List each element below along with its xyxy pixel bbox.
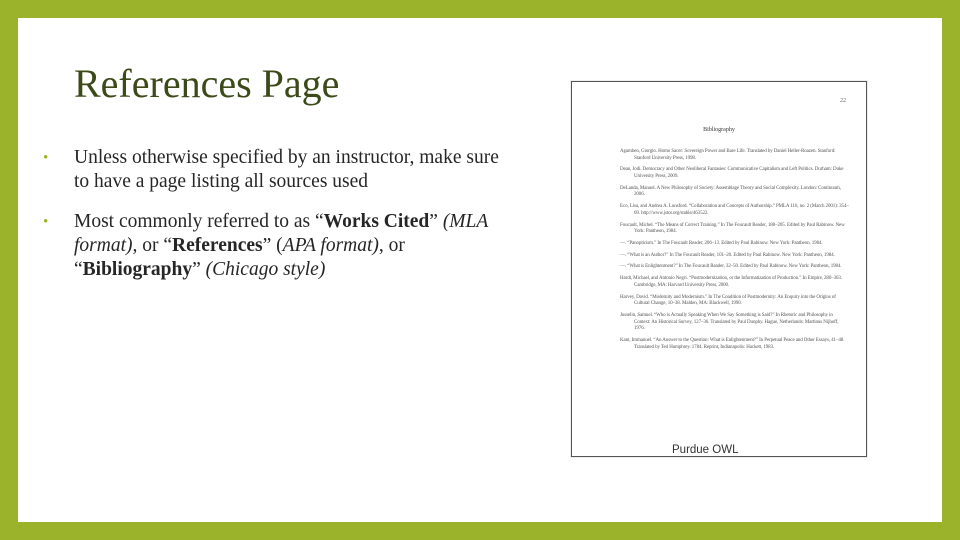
text-run: to have a page listing all sources used: [74, 171, 369, 192]
image-credit: Purdue OWL: [672, 444, 739, 456]
bibliography-entry: DeLanda, Manuel. A New Philosophy of Society: Assemblage Theory and Social Complexity. London: Continuum, 2006.: [620, 185, 841, 198]
bibliography-entry: Eco, Lisa, and Andrea A. Lunsford. “Collaboration and Concepts of Authorship.” PMLA 116, no. 2 (March 2001): 354–69. http://www.jstor.org/stable/463522.: [620, 204, 849, 216]
bibliography-entry: Jusselin, Samuel. “Who is Actually Speaking When We Say Something is Said?” In Rhetoric and Philosophy in Context: An Historical Survey, 127–36. Translated by Paul Dunphy. Hague, Netherlands: Martinus Nijhoff, 1976.: [620, 312, 839, 332]
text-run: or “: [137, 235, 173, 256]
text-run: ” (: [262, 235, 283, 256]
bullet-list: [30, 146, 540, 298]
slide: [18, 18, 942, 522]
page-number: 22: [840, 98, 846, 104]
bullet-dot: •: [43, 214, 49, 230]
text-run: ”: [429, 211, 443, 232]
bold-term: Works Cited: [323, 211, 430, 232]
text-run: ”: [192, 259, 206, 280]
slide-title: References Page: [74, 61, 340, 106]
bullet-line: [74, 234, 540, 258]
bibliography-entry: Hardt, Michael, and Antonio Negri. “Postmodernization, or the Informatization of Production.” In Empire, 280–303. Cambridge, MA: Harvard University Press, 2000.: [620, 276, 842, 288]
bibliography-entry: Kant, Immanuel. “An Answer to the Question: What is Enlightenment?” In Perpetual Peace and Other Essays, 41–48. Translated by Ted Humphrey. 1784. Reprint, Indianapolis: Hackett, 1983.: [620, 337, 845, 350]
bold-term: Bibliography: [82, 259, 193, 280]
italic-text: APA format): [282, 235, 379, 256]
bold-term: References: [172, 235, 263, 256]
bullet-line: [74, 210, 540, 234]
bibliography-entry: —. “Panopticism.” In The Foucault Reader, 206–13. Edited by Paul Rabinow. New York: Pantheon, 1984.: [620, 240, 823, 246]
bibliography-entry: Agamben, Giorgio. Homo Sacer: Sovereign Power and Bare Life. Translated by Daniel Heller-Roazen. Stanford: Stanford University Press, 1998.: [620, 149, 836, 161]
text-run: “: [74, 259, 83, 280]
bibliography-page-image: [571, 81, 867, 457]
italic-text: (MLA: [442, 211, 489, 232]
bibliography-entries: [620, 149, 850, 356]
bibliography-heading: Bibliography: [703, 127, 735, 133]
italic-text: (Chicago style): [205, 259, 326, 280]
bibliography-entry: Foucault, Michel. “The Means of Correct Training.” In The Foucault Reader, 188–205. Edited by Paul Rabinow. New York: Pantheon, 1984.: [620, 222, 845, 235]
bullet-dot: •: [43, 150, 49, 166]
text-run: Unless otherwise specified by an instructor, make sure: [74, 147, 499, 168]
bullet-item: [30, 146, 540, 194]
bullet-item: [30, 210, 540, 282]
bullet-line: [74, 258, 540, 282]
text-run: , or: [378, 235, 405, 256]
italic-text: format),: [74, 235, 138, 256]
bullet-line: [74, 170, 540, 194]
bibliography-entry: Dean, Jodi. Democracy and Other Neoliberal Fantasies: Communicative Capitalism and Left Politics. Durham: Duke University Press, 2009.: [620, 167, 844, 179]
bibliography-entry: —. “What is an Author?” In The Foucault Reader, 101–20. Edited by Paul Rabinow. New York: Pantheon, 1984.: [620, 252, 835, 258]
bibliography-entry: Harvey, David. “Modernity and Modernism.” In The Condition of Postmodernity: An Enquiry into the Origins of Cultural Change, 10–38. Malden, MA: Blackwell, 1990.: [620, 294, 836, 307]
text-run: Most commonly referred to as “: [74, 211, 324, 232]
bullet-line: [74, 146, 540, 170]
bibliography-entry: —. “What is Enlightenment?” In The Foucault Reader, 32–50. Edited by Paul Rabinow. New York: Pantheon, 1984.: [620, 264, 842, 270]
